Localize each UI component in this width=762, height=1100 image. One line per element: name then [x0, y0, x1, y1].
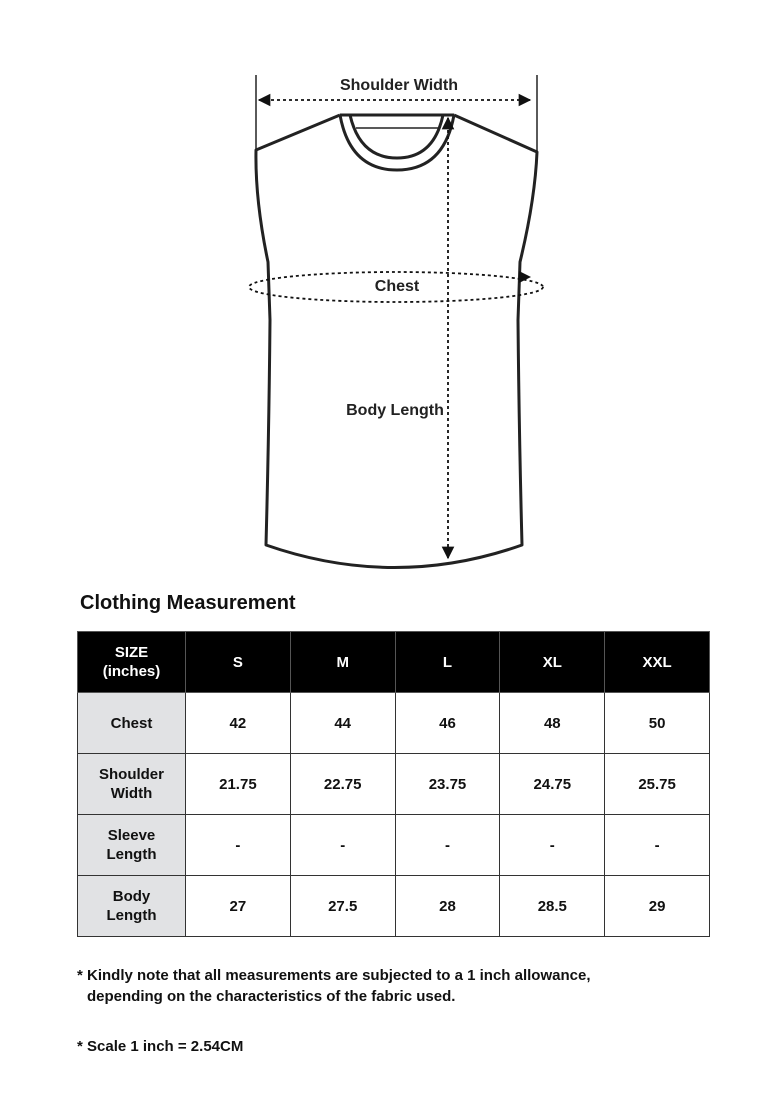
size-xxl-header: XXL: [605, 632, 710, 693]
row-label-body-length: Body Length: [78, 876, 186, 937]
table-cell: 25.75: [605, 754, 710, 815]
table-row-body-length: [78, 876, 710, 937]
table-cell: 27.5: [290, 876, 395, 937]
row-label-chest: Chest: [78, 693, 186, 754]
size-l-header: L: [395, 632, 500, 693]
collar-inner: [350, 115, 443, 158]
table-cell: 28: [395, 876, 500, 937]
table-cell: 28.5: [500, 876, 605, 937]
table-row-sleeve-length: [78, 815, 710, 876]
section-title: Clothing Measurement: [80, 592, 296, 614]
shoulder-width-label: Shoulder Width: [339, 77, 459, 94]
chest-label: Chest: [374, 278, 420, 295]
table-cell: -: [395, 815, 500, 876]
size-xl-header: XL: [500, 632, 605, 693]
allowance-note-line1: * Kindly note that all measurements are subjected to a 1 inch allowance,: [77, 967, 591, 984]
table-cell: 48: [500, 693, 605, 754]
table-cell: -: [605, 815, 710, 876]
shirt-outline: [256, 115, 537, 568]
chest-arrow-head: [519, 271, 531, 283]
row-label-shoulder-width: Shoulder Width: [78, 754, 186, 815]
table-cell: 24.75: [500, 754, 605, 815]
size-header-cell: SIZE (inches): [78, 632, 186, 693]
allowance-note-line2: depending on the characteristics of the fabric used.: [87, 988, 456, 1005]
table-cell: 44: [290, 693, 395, 754]
table-cell: 21.75: [186, 754, 291, 815]
table-row-shoulder-width: [78, 754, 710, 815]
table-cell: 50: [605, 693, 710, 754]
size-chart-table: [77, 631, 710, 937]
table-cell: 29: [605, 876, 710, 937]
table-cell: 22.75: [290, 754, 395, 815]
table-cell: -: [186, 815, 291, 876]
table-cell: -: [290, 815, 395, 876]
row-label-sleeve-length: Sleeve Length: [78, 815, 186, 876]
table-cell: -: [500, 815, 605, 876]
table-cell: 27: [186, 876, 291, 937]
size-s-header: S: [186, 632, 291, 693]
table-cell: 46: [395, 693, 500, 754]
body-length-label: Body Length: [346, 402, 444, 419]
table-row-chest: [78, 693, 710, 754]
table-cell: 23.75: [395, 754, 500, 815]
size-m-header: M: [290, 632, 395, 693]
allowance-note: [77, 965, 697, 1007]
header-row: [78, 632, 710, 693]
collar-outer: [340, 115, 454, 170]
scale-note: * Scale 1 inch = 2.54CM: [77, 1038, 244, 1055]
table-cell: 42: [186, 693, 291, 754]
